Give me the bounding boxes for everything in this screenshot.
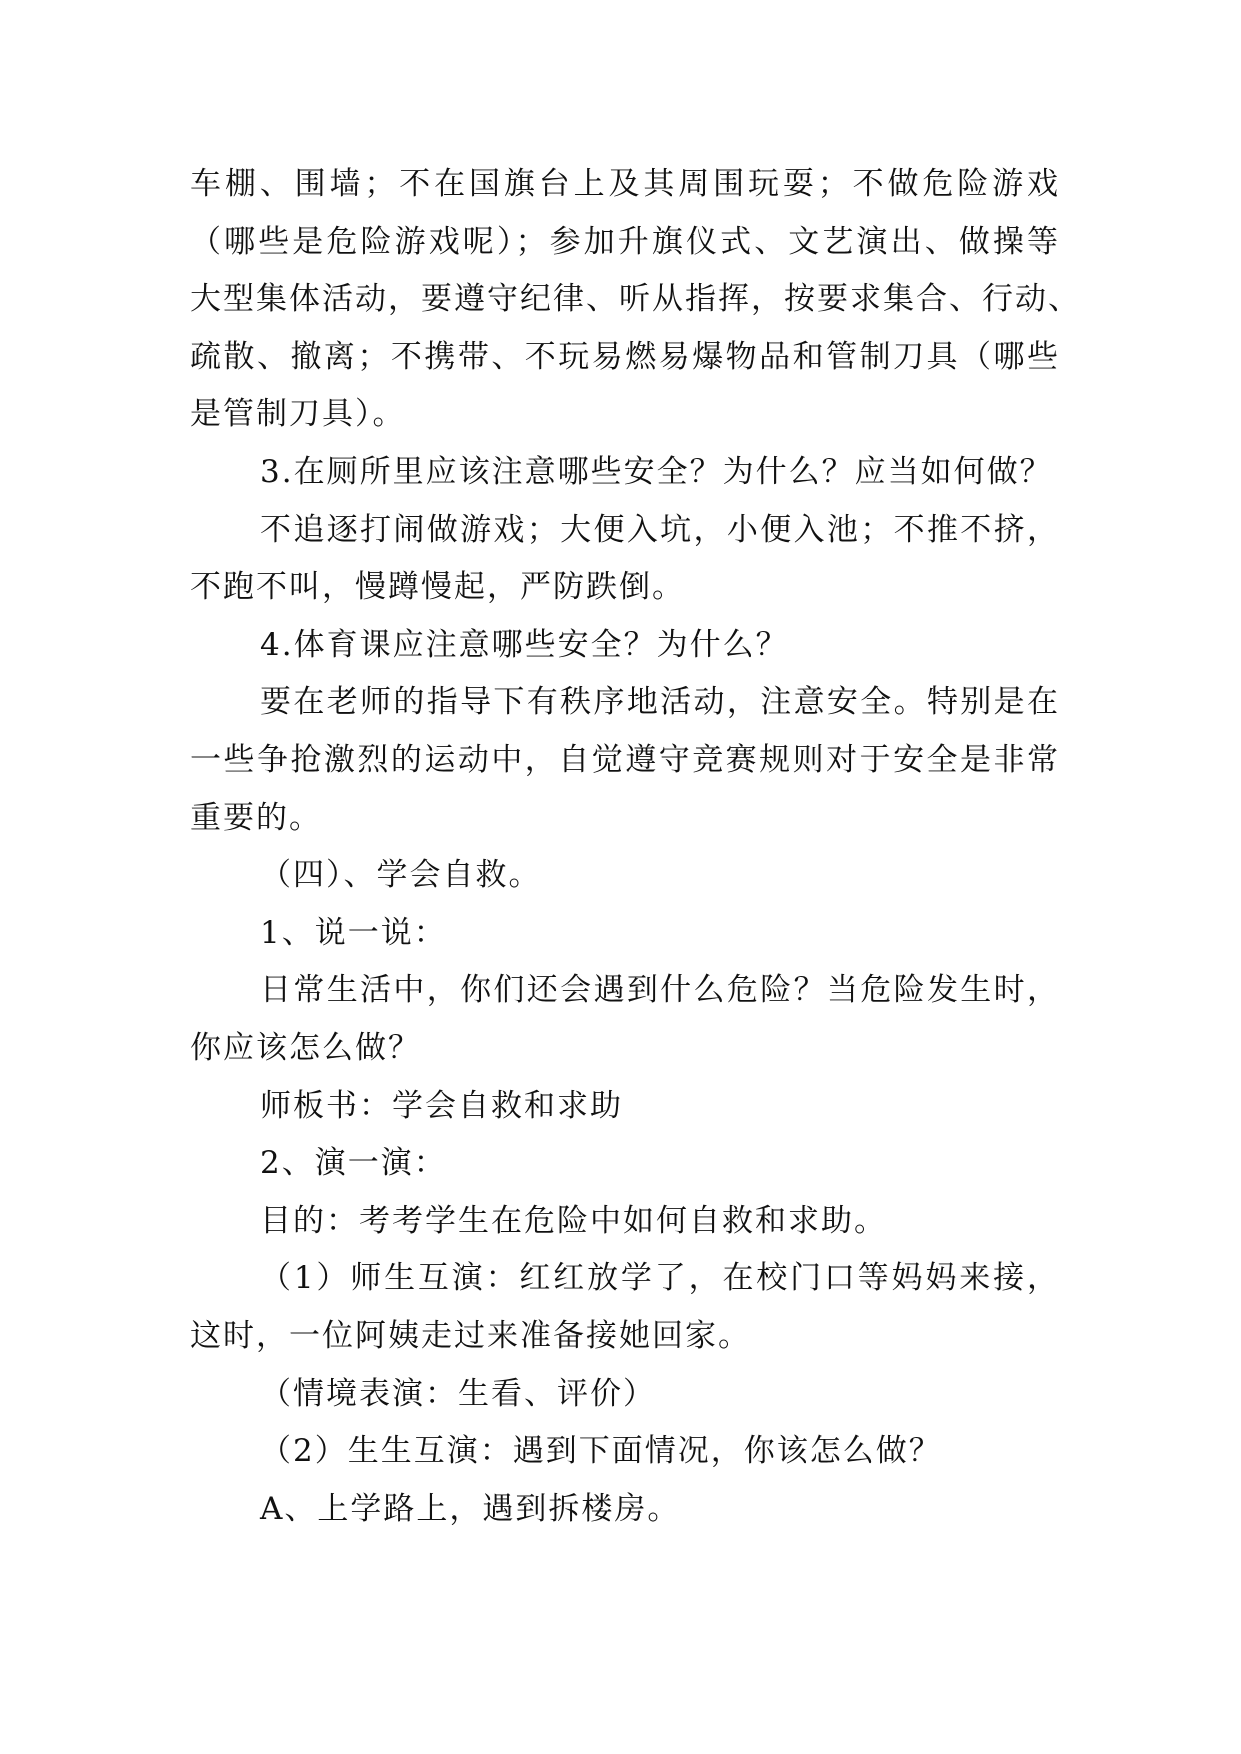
text-line: 要在老师的指导下有秩序地活动，注意安全。特别是在	[260, 684, 1060, 721]
text-line: 车棚、围墙；不在国旗台上及其周围玩耍；不做危险游戏	[190, 166, 1060, 202]
text-line: 不追逐打闹做游戏；大便入坑，小便入池；不推不挤，	[260, 511, 1060, 548]
text-line: A、上学路上，遇到拆楼房。	[260, 1490, 681, 1527]
text-line: （2）生生互演：遇到下面情况，你该怎么做？	[260, 1433, 942, 1470]
text-line: （1）师生互演：红红放学了，在校门口等妈妈来接，	[260, 1260, 1060, 1297]
text-line: 一些争抢激烈的运动中，自觉遵守竞赛规则对于安全是非常	[190, 742, 1060, 778]
text-line: 你应该怎么做？	[190, 1030, 421, 1066]
text-line: 1、说一说：	[260, 914, 447, 951]
text-line: 师板书：学会自救和求助	[260, 1087, 623, 1124]
text-line: 重要的。	[190, 799, 322, 836]
text-line: 3.在厕所里应该注意哪些安全？为什么？应当如何做？	[260, 454, 1053, 490]
text-line: （四）、学会自救。	[260, 857, 542, 894]
text-line: 疏散、撤离；不携带、不玩易燃易爆物品和管制刀具（哪些	[190, 338, 1060, 375]
text-line: 不跑不叫，慢蹲慢起，严防跌倒。	[190, 569, 685, 606]
text-line: 是管制刀具）。	[190, 396, 406, 433]
text-line: 4.体育课应注意哪些安全？为什么？	[260, 626, 789, 663]
text-line: 目的：考考学生在危险中如何自救和求助。	[260, 1202, 887, 1239]
text-line: 大型集体活动，要遵守纪律、听从指挥，按要求集合、行动、	[190, 281, 1081, 318]
text-line: 这时，一位阿姨走过来准备接她回家。	[190, 1318, 751, 1354]
text-line: 2、演一演：	[260, 1145, 447, 1182]
text-line: （哪些是危险游戏呢）；参加升旗仪式、文艺演出、做操等	[190, 223, 1060, 260]
text-line: 日常生活中，你们还会遇到什么危险？当危险发生时，	[260, 972, 1060, 1009]
text-line: （情境表演：生看、评价）	[260, 1375, 656, 1412]
